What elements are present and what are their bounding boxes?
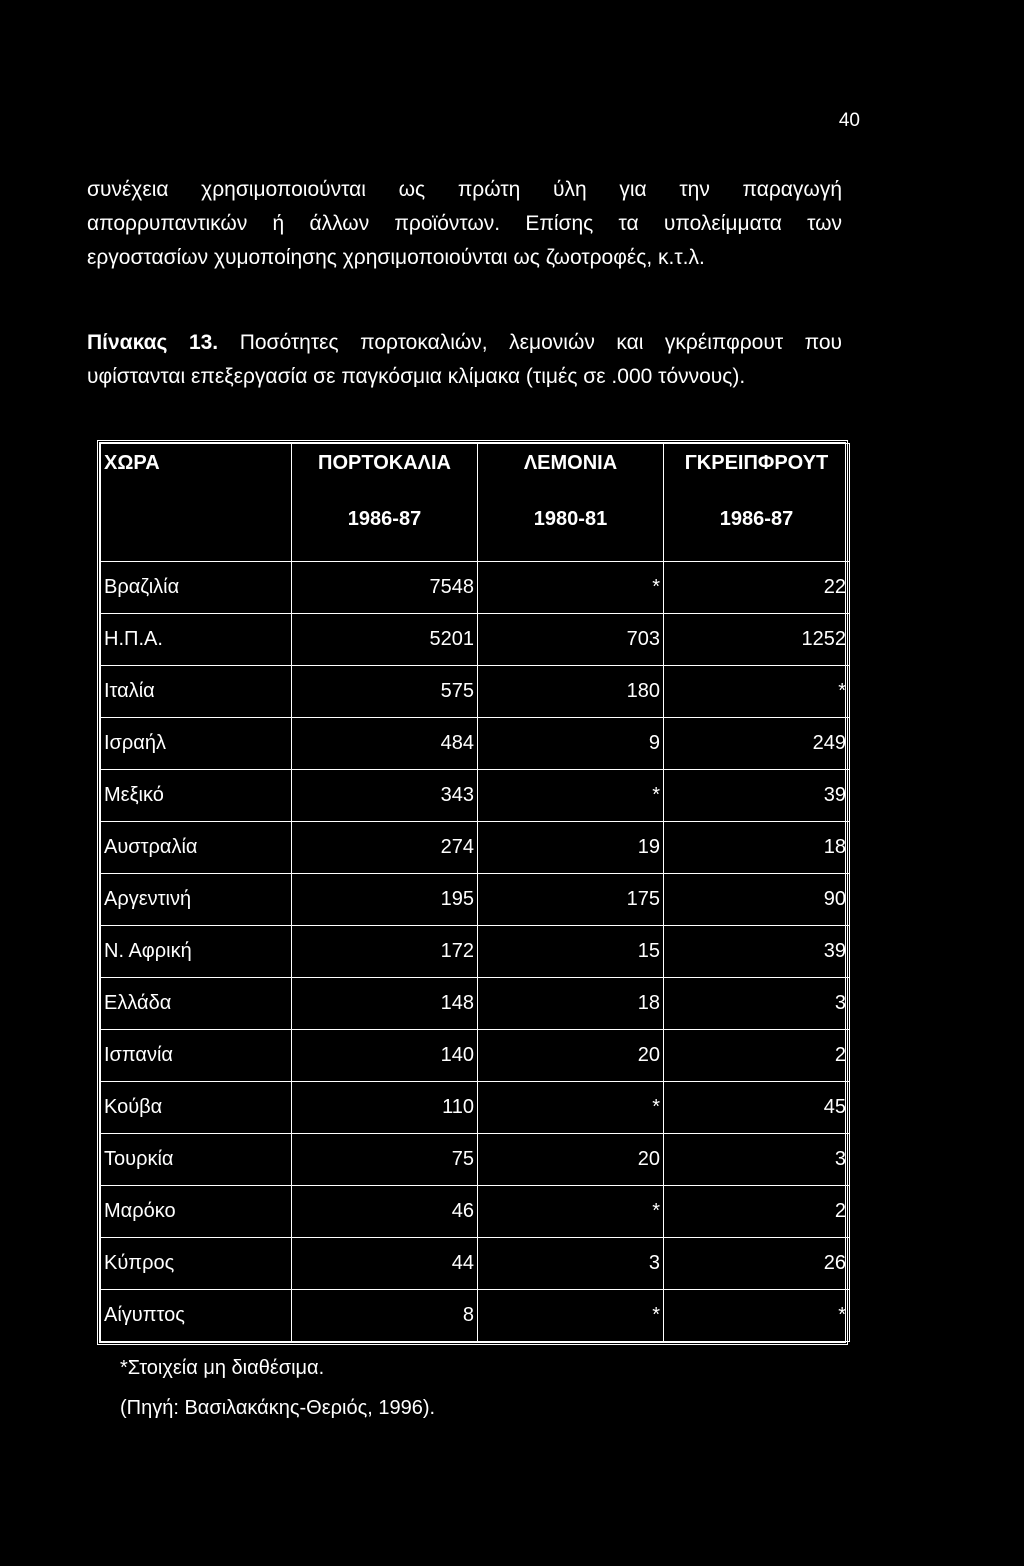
cell-grapefruit: 249 [664,718,850,770]
cell-oranges: 172 [292,926,478,978]
cell-lemons: 175 [478,874,664,926]
table-row [101,1290,850,1342]
cell-lemons: 19 [478,822,664,874]
cell-country: Ισπανία [101,1030,292,1082]
cell-grapefruit: * [664,666,850,718]
cell-lemons: * [478,1186,664,1238]
cell-country: Αίγυπτος [101,1290,292,1342]
footnote: *Στοιχεία μη διαθέσιμα. [120,1357,325,1379]
table-row [101,1030,850,1082]
table-row [101,1186,850,1238]
cell-lemons: 15 [478,926,664,978]
table-row [101,718,850,770]
cell-oranges: 44 [292,1238,478,1290]
cell-lemons: * [478,770,664,822]
caption-line: υφίστανται επεξεργασία σε παγκόσμια κλίμακα (τιμές σε .000 τόννους). [87,365,746,388]
cell-grapefruit: 22 [664,562,850,614]
cell-oranges: 7548 [292,562,478,614]
cell-grapefruit: 3 [664,978,850,1030]
intro-line: συνέχεια χρησιμοποιούνται ως πρώτη ύλη για την παραγωγή [87,178,842,201]
intro-paragraph [87,173,842,275]
cell-country: Μαρόκο [101,1186,292,1238]
table-row [101,926,850,978]
header-title: ΓΚΡΕΙΠΦΡΟΥΤ [684,452,829,474]
header-years: 1986-87 [347,508,422,530]
cell-grapefruit: 18 [664,822,850,874]
cell-oranges: 46 [292,1186,478,1238]
cell-grapefruit: 39 [664,770,850,822]
cell-country: Ιταλία [101,666,292,718]
table-row [101,614,850,666]
cell-country: Ελλάδα [101,978,292,1030]
table-header-row [101,444,850,562]
data-table-frame [97,440,848,1345]
cell-country: Κούβα [101,1082,292,1134]
page-number: 40 [838,110,860,131]
caption-text: Ποσότητες πορτοκαλιών, λεμονιών και γκρέιπφρουτ που [239,331,842,354]
cell-oranges: 140 [292,1030,478,1082]
table-row [101,562,850,614]
cell-country: Βραζιλία [101,562,292,614]
table-row [101,666,850,718]
cell-country: Κύπρος [101,1238,292,1290]
cell-country: Ν. Αφρική [101,926,292,978]
cell-grapefruit: 2 [664,1030,850,1082]
table-body [101,562,850,1342]
cell-lemons: * [478,562,664,614]
header-oranges [292,444,478,562]
caption-line [87,326,842,360]
cell-lemons: 180 [478,666,664,718]
cell-oranges: 274 [292,822,478,874]
cell-oranges: 343 [292,770,478,822]
cell-oranges: 484 [292,718,478,770]
intro-line: απορρυπαντικών ή άλλων προϊόντων. Επίσης τα υπολείμματα των [87,212,842,235]
header-lemons [478,444,664,562]
cell-grapefruit: 26 [664,1238,850,1290]
header-title: ΛΕΜΟΝΙΑ [523,452,618,474]
cell-lemons: * [478,1082,664,1134]
cell-country: Ισραήλ [101,718,292,770]
header-years: 1980-81 [533,508,608,530]
table-row [101,874,850,926]
cell-lemons: 20 [478,1030,664,1082]
cell-grapefruit: 39 [664,926,850,978]
cell-oranges: 75 [292,1134,478,1186]
cell-grapefruit: 2 [664,1186,850,1238]
table-row [101,1082,850,1134]
header-title: ΧΩΡΑ [104,452,160,474]
cell-oranges: 110 [292,1082,478,1134]
header-title: ΠΟΡΤΟΚΑΛΙΑ [318,452,451,474]
cell-lemons: 9 [478,718,664,770]
table-row [101,822,850,874]
cell-grapefruit: * [664,1290,850,1342]
header-country [101,444,292,562]
cell-oranges: 8 [292,1290,478,1342]
cell-grapefruit: 90 [664,874,850,926]
cell-grapefruit: 3 [664,1134,850,1186]
cell-oranges: 195 [292,874,478,926]
cell-grapefruit: 1252 [664,614,850,666]
cell-lemons: 20 [478,1134,664,1186]
source-note: (Πηγή: Βασιλακάκης-Θεριός, 1996). [120,1397,436,1419]
cell-lemons: * [478,1290,664,1342]
cell-country: Μεξικό [101,770,292,822]
cell-oranges: 148 [292,978,478,1030]
table-row [101,1134,850,1186]
cell-oranges: 575 [292,666,478,718]
cell-lemons: 703 [478,614,664,666]
caption-label: Πίνακας 13. [87,331,219,354]
table-row [101,978,850,1030]
cell-oranges: 5201 [292,614,478,666]
table-row [101,770,850,822]
data-table [100,443,850,1342]
header-years: 1986-87 [719,508,794,530]
cell-country: Αυστραλία [101,822,292,874]
cell-lemons: 18 [478,978,664,1030]
cell-lemons: 3 [478,1238,664,1290]
header-grapefruit [664,444,850,562]
cell-grapefruit: 45 [664,1082,850,1134]
intro-line: εργοστασίων χυμοποίησης χρησιμοποιούνται ως ζωοτροφές, κ.τ.λ. [87,246,705,269]
cell-country: Η.Π.Α. [101,614,292,666]
cell-country: Αργεντινή [101,874,292,926]
cell-country: Τουρκία [101,1134,292,1186]
table-row [101,1238,850,1290]
table-caption [87,326,842,394]
